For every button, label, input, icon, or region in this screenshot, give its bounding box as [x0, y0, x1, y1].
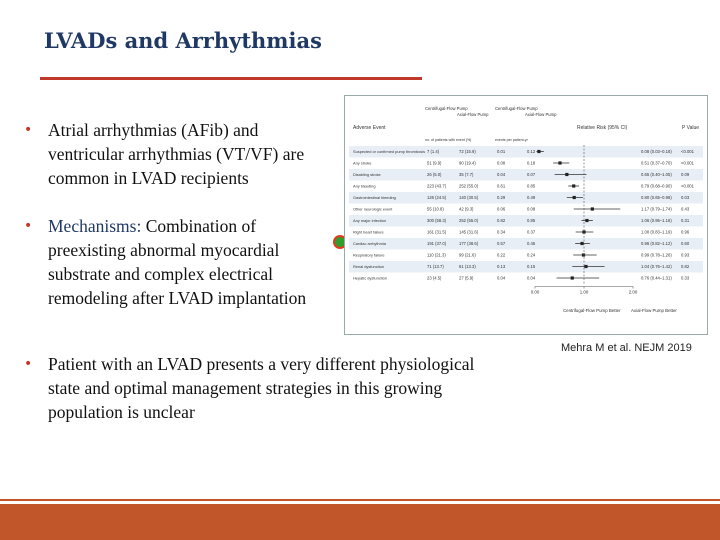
row-axial-count: 35 (7.7)	[459, 172, 474, 177]
bullet-text: Patient with an LVAD presents a very different physiological state and optimal management strategies in this growing population is unclear	[48, 354, 475, 422]
row-axial-rate: 0.07	[527, 172, 536, 177]
row-relative-risk: 1.04 (0.76–1.42)	[641, 264, 672, 269]
estimate-marker	[591, 207, 594, 210]
row-p-value: <0.001	[681, 160, 694, 166]
row-relative-risk: 0.08 (0.03–0.18)	[641, 149, 672, 154]
header-axial-count: Axial-Flow Pump	[457, 112, 489, 117]
favors-centrifugal: Centrifugal-Flow Pump Better	[563, 308, 621, 313]
row-axial-rate: 0.85	[527, 183, 536, 189]
row-relative-risk: 0.76 (0.44–1.31)	[641, 275, 672, 281]
row-relative-risk: 0.80 (0.65–0.98)	[641, 195, 672, 200]
row-relative-risk: 0.96 (0.82–1.12)	[641, 241, 672, 246]
row-event: Any bleeding	[353, 183, 376, 189]
header-event: Adverse Event	[353, 125, 386, 131]
forest-row	[353, 207, 690, 212]
row-axial-rate: 0.15	[527, 264, 536, 269]
row-axial-rate: 0.37	[527, 229, 536, 235]
bullet-arrhythmia-prevalence	[24, 118, 328, 190]
bullet-dot-icon: •	[24, 218, 33, 234]
row-relative-risk: 0.65 (0.40–1.05)	[641, 172, 672, 177]
row-cent-count: 55 (10.8)	[427, 206, 444, 212]
header-cent-rate: Centrifugal-Flow Pump	[495, 106, 538, 111]
header-axial-rate: Axial-Flow Pump	[525, 112, 557, 117]
estimate-marker	[573, 196, 576, 199]
forest-row	[353, 161, 695, 166]
forest-row	[353, 276, 690, 281]
bullet-dot-icon: •	[24, 356, 33, 372]
row-axial-count: 145 (31.6)	[459, 229, 479, 235]
row-axial-rate: 0.85	[527, 218, 536, 223]
row-axial-count: 61 (13.3)	[459, 264, 476, 269]
row-cent-rate: 0.01	[497, 149, 506, 154]
row-cent-count: 71 (13.7)	[427, 264, 444, 269]
row-axial-rate: 0.12	[527, 149, 536, 154]
row-cent-rate: 0.82	[497, 218, 506, 223]
row-cent-rate: 0.34	[497, 229, 506, 235]
footer-line	[0, 499, 720, 501]
row-cent-rate: 0.04	[497, 275, 506, 281]
row-cent-rate: 0.06	[497, 206, 506, 212]
forest-plot-svg	[345, 96, 707, 334]
row-event: Any stroke	[353, 160, 372, 166]
axis-tick-label: 2.00	[628, 289, 638, 295]
row-cent-count: 26 (5.0)	[427, 172, 442, 177]
axis-tick-label: 1.00	[579, 289, 589, 295]
bullet-text: Combination of preexisting abnormal myocardial substrate and complex electrical remodeling after LVAD implantation	[48, 216, 307, 308]
row-p-value: 0.60	[681, 241, 690, 246]
row-event: Gastrointestinal bleeding	[353, 195, 396, 200]
subheader-rate: events per patient-yr	[495, 138, 528, 142]
row-axial-rate: 0.08	[527, 206, 536, 212]
estimate-marker	[580, 242, 583, 245]
row-axial-count: 99 (21.6)	[459, 252, 476, 258]
estimate-marker	[582, 253, 585, 256]
row-p-value: 0.33	[681, 275, 690, 281]
forest-row	[353, 184, 695, 189]
estimate-marker	[572, 184, 575, 187]
row-event: Disabling stroke	[353, 172, 381, 177]
row-cent-count: 223 (43.7)	[427, 183, 447, 189]
row-axial-rate: 0.49	[527, 195, 536, 200]
row-cent-rate: 0.57	[497, 241, 506, 246]
header-cent-count: Centrifugal-Flow Pump	[425, 106, 468, 111]
row-p-value: 0.93	[681, 252, 690, 258]
favors-axial: Axial-Flow Pump Better	[631, 308, 677, 313]
row-cent-rate: 0.04	[497, 172, 506, 177]
row-p-value: <0.001	[681, 149, 694, 154]
row-event: Cardiac arrhythmia	[353, 241, 386, 246]
estimate-marker	[565, 173, 568, 176]
row-axial-count: 42 (9.3)	[459, 206, 474, 212]
row-axial-count: 90 (19.4)	[459, 160, 476, 166]
row-p-value: 0.03	[681, 195, 690, 200]
row-axial-rate: 0.18	[527, 160, 536, 166]
row-cent-rate: 0.29	[497, 195, 506, 200]
row-relative-risk: 1.06 (0.95–1.18)	[641, 218, 672, 223]
estimate-marker	[537, 150, 540, 153]
row-relative-risk: 0.99 (0.78–1.26)	[641, 252, 672, 258]
row-event: Any major infection	[353, 218, 387, 223]
row-p-value: 0.43	[681, 206, 690, 212]
row-p-value: 0.09	[681, 172, 690, 177]
row-event: Suspected or confirmed pump thrombosis	[353, 149, 426, 154]
citation: Mehra M et al. NEJM 2019	[561, 342, 692, 354]
row-axial-count: 177 (38.6)	[459, 241, 479, 246]
row-axial-rate: 0.24	[527, 252, 536, 258]
bullet-label: Mechanisms:	[48, 216, 142, 236]
row-cent-count: 110 (21.3)	[427, 252, 446, 258]
row-event: Hepatic dysfunction	[353, 275, 387, 281]
row-axial-rate: 0.04	[527, 275, 536, 281]
title-underline	[40, 77, 422, 80]
estimate-marker	[571, 276, 574, 279]
forest-row	[353, 253, 690, 258]
row-relative-risk: 1.17 (0.79–1.74)	[641, 206, 672, 212]
row-cent-count: 51 (9.9)	[427, 160, 442, 166]
row-event: Other neurologic event	[353, 206, 393, 212]
row-axial-count: 252 (55.0)	[459, 218, 479, 223]
row-cent-rate: 0.61	[497, 183, 506, 189]
row-p-value: 0.96	[681, 229, 690, 235]
adverse-events-forest-plot	[344, 95, 708, 335]
row-axial-count: 140 (30.5)	[459, 195, 479, 200]
row-cent-rate: 0.22	[497, 252, 506, 258]
subheader-patients: no. of patients with event (%)	[425, 138, 472, 142]
row-axial-count: 252 (55.0)	[459, 183, 479, 189]
bullet-management	[24, 352, 508, 424]
row-cent-count: 23 (4.5)	[427, 275, 442, 281]
row-p-value: 0.31	[681, 218, 690, 223]
row-relative-risk: 0.51 (0.37–0.70)	[641, 160, 672, 166]
row-relative-risk: 1.00 (0.83–1.19)	[641, 229, 672, 235]
row-axial-count: 72 (15.9)	[459, 149, 476, 154]
row-axial-count: 27 (5.9)	[459, 275, 474, 281]
forest-row	[353, 230, 690, 235]
row-axial-rate: 0.45	[527, 241, 536, 246]
row-cent-rate: 0.13	[497, 264, 506, 269]
row-p-value: 0.82	[681, 264, 690, 269]
estimate-marker	[558, 161, 561, 164]
row-cent-count: 7 (1.4)	[427, 149, 440, 154]
row-cent-count: 300 (58.3)	[427, 218, 447, 223]
axis-tick-label: 0.00	[530, 289, 540, 295]
row-cent-count: 126 (24.5)	[427, 195, 447, 200]
bullet-dot-icon: •	[24, 122, 33, 138]
row-cent-count: 161 (31.5)	[427, 229, 447, 235]
row-event: Respiratory failure	[353, 252, 385, 258]
row-cent-rate: 0.08	[497, 160, 506, 166]
row-event: Right heart failure	[353, 229, 384, 235]
estimate-marker	[585, 219, 588, 222]
header-p-value: P Value	[682, 125, 700, 131]
row-cent-count: 191 (37.0)	[427, 241, 447, 246]
bullet-mechanisms	[24, 214, 328, 310]
estimate-marker	[584, 265, 587, 268]
slide-title: LVADs and Arrhythmias	[44, 28, 322, 53]
header-relative-risk: Relative Risk (95% CI)	[577, 125, 628, 131]
row-p-value: <0.001	[681, 183, 694, 189]
row-event: Renal dysfunction	[353, 264, 384, 269]
footer-band	[0, 504, 720, 540]
bullet-text: Atrial arrhythmias (AFib) and ventricular arrhythmias (VT/VF) are common in LVAD recipients	[48, 120, 305, 188]
row-relative-risk: 0.79 (0.68–0.90)	[641, 183, 672, 189]
